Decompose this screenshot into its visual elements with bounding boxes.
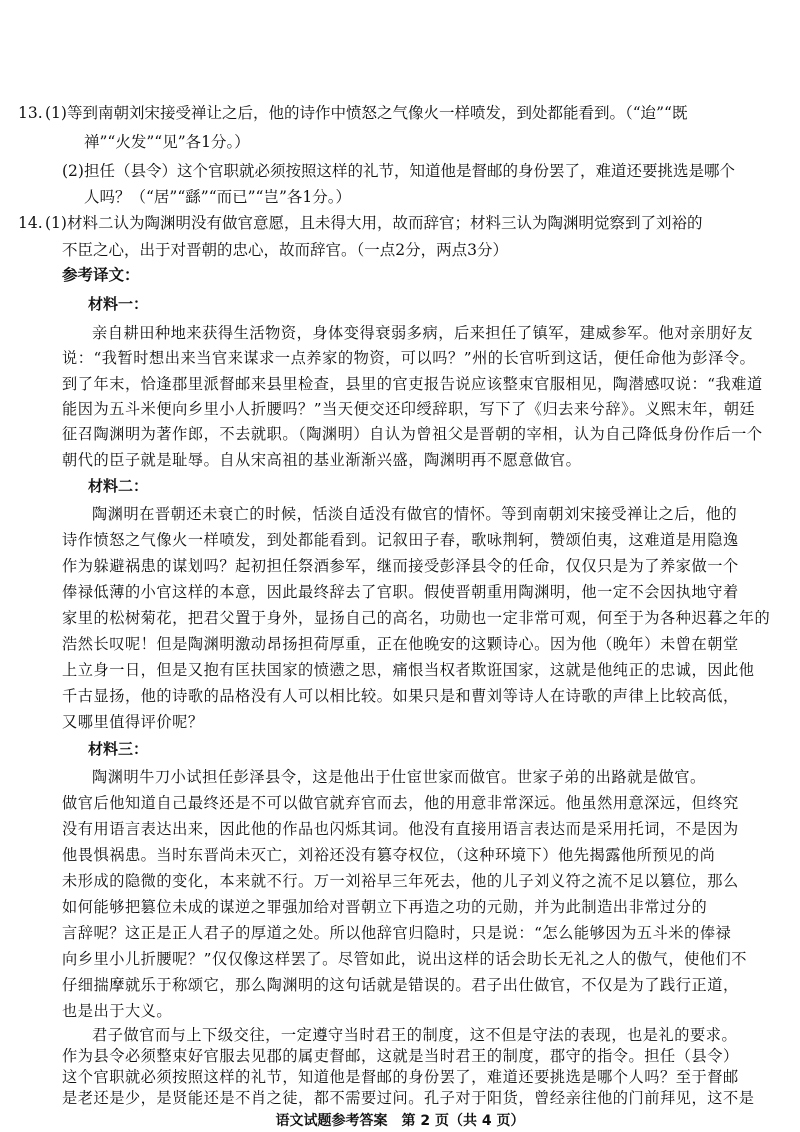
translation-heading: 参考译文： (62, 266, 140, 284)
m2-line: 诗作愤怒之气像火一样喷发，到处都能看到。记叙田子春，歌咏荆轲，赞颂伯夷，这难道是用隐逸 (62, 531, 739, 549)
m3-line: 没有用语言表达出来，因此他的作品也闪烁其词。他没有直接用语言表达而是采用托词，不是因为 (62, 820, 739, 838)
m3-line: 也是出于大义。 (62, 1002, 173, 1020)
tail-line: 作为县令必须整束好官服去见郡的属吏督邮，这就是当时君王的制度，郡守的指令。担任（县令） (62, 1047, 739, 1065)
m3-line: 做官后他知道自己最终还是不可以做官就弃官而去，他的用意非常深远。他虽然用意深远，但终究 (62, 794, 739, 812)
q13-part1-line2: 禅”“火发”“见”各1分。） (84, 133, 250, 151)
q13-part1-line1: (1)等到南朝刘宋接受禅让之后，他的诗作中愤怒之气像火一样喷发，到处都能看到。（“迨”“既 (45, 104, 688, 122)
material-3-label: 材料三： (88, 740, 149, 758)
m3-line: 他畏惧祸患。当时东晋尚未灭亡，刘裕还没有篡夺权位，（这种环境下）他先揭露他所预见的尚 (62, 846, 716, 864)
m2-line: 又哪里值得评价呢？ (62, 713, 204, 731)
m3-line: 仔细揣摩就乐于称颂它，那么陶渊明的这句话就是错误的。君子出仕做官，不仅是为了践行正道， (62, 976, 739, 994)
m2-line: 俸禄低薄的小官这样的本意，因此最终辞去了官职。假使晋朝重用陶渊明，他一定不会因执地守着 (62, 583, 739, 601)
m3-line: 向乡里小儿折腰呢？”仅仅像这样罢了。尽管如此，说出这样的话会助长无礼之人的傲气，使他们不 (62, 950, 748, 968)
m3-line: 未形成的隐微的变化，本来就不行。万一刘裕早三年死去，他的儿子刘义符之流不足以篡位，那么 (62, 872, 739, 890)
q14-number: 14. (18, 214, 43, 232)
m2-line: 上立身一日，但是又抱有匡扶国家的愤懑之思，痛恨当权者欺诳国家，这就是他纯正的忠诚，因此他 (62, 661, 755, 679)
m1-line: 亲自耕田种地来获得生活物资，身体变得衰弱多病，后来担任了镇军，建威参军。他对亲朋好友 (92, 324, 753, 342)
tail-line: 君子做官而与上下级交往，一定遵守当时君王的制度，这不但是守法的表现，也是礼的要求。 (92, 1026, 738, 1044)
material-2-label: 材料二： (88, 477, 149, 495)
m1-line: 说：“我暂时想出来当官来谋求一点养家的物资，可以吗？”州的长官听到这话，便任命他为彭泽令。 (62, 349, 756, 367)
m1-line: 朝代的臣子就是耻辱。自从宋高祖的基业渐渐兴盛，陶渊明再不愿意做官。 (62, 451, 582, 469)
m2-line: 家里的松树菊花，把君父置于身外，显扬自己的高名，功勋也一定非常可观，何至于为各种迟暮之年的 (62, 609, 771, 627)
m3-line: 言辞呢？这正是正人君子的厚道之处。所以他辞官归隐时，只是说：“怎么能够因为五斗米的俸禄 (62, 924, 732, 942)
m1-line: 征召陶渊明为著作郎，不去就职。（陶渊明）自认为曾祖父是晋朝的宰相，认为自己降低身份作后一个 (62, 425, 763, 443)
m2-line: 浩然长叹呢！但是陶渊明激动昂扬担荷厚重，正在他晚安的这颗诗心。因为他（晚年）未曾在朝堂 (62, 635, 739, 653)
m3-line: 陶渊明牛刀小试担任彭泽县令，这是他出于仕宦世家而做官。世家子弟的出路就是做官。 (92, 768, 706, 786)
m2-line: 作为躲避祸患的谋划吗？起初担任祭酒参军，继而接受彭泽县令的任命，仅仅只是为了养家做一个 (62, 557, 739, 575)
page-footer: 语文试题参考答案 第 2 页（共 4 页） (275, 1113, 525, 1129)
tail-line: 是老还是少，是贤能还是不肖之徒，都不需要过问。孔子对于阳货，曾经亲往他的门前拜见，这不是 (62, 1089, 755, 1107)
m3-line: 如何能够把篡位未成的谋逆之罪强加给对晋朝立下再造之功的元勋，并为此制造出非常过分的 (62, 898, 708, 916)
m1-line: 能因为五斗米便向乡里小人折腰吗？”当天便交还印绶辞职，写下了《归去来兮辞》。义熙末年，朝廷 (62, 400, 756, 418)
m2-line: 陶渊明在晋朝还未衰亡的时候，恬淡自适没有做官的情怀。等到南朝刘宋接受禅让之后，他的 (92, 505, 738, 523)
q14-part1-line2: 不臣之心，出于对晋朝的忠心，故而辞官。（一点2分，两点3分） (62, 241, 508, 259)
m2-line: 千古显扬，他的诗歌的品格没有人可以相比较。如果只是和曹刘等诗人在诗歌的声律上比较高低， (62, 687, 739, 705)
q13-part2-line2: 人吗？（“居”“繇”“而已”“岂”各1分。） (84, 188, 352, 206)
q13-number: 13. (18, 104, 43, 122)
material-1-label: 材料一： (88, 295, 149, 313)
q14-part1-line1: (1)材料二认为陶渊明没有做官意愿，且未得大用，故而辞官；材料三认为陶渊明觉察到了刘裕的 (45, 214, 703, 232)
tail-line: 这个官职就必须按照这样的礼节，知道他是督邮的身份罢了，难道还要挑选是哪个人吗？至于督邮 (62, 1068, 739, 1086)
q13-part2-line1: (2)担任（县令）这个官职就必须按照这样的礼节，知道他是督邮的身份罢了，难道还要挑选是哪个 (62, 162, 735, 180)
m1-line: 到了年末，恰逢郡里派督邮来县里检查，县里的官吏报告说应该整束官服相见，陶潜感叹说：“我难道 (62, 375, 763, 393)
